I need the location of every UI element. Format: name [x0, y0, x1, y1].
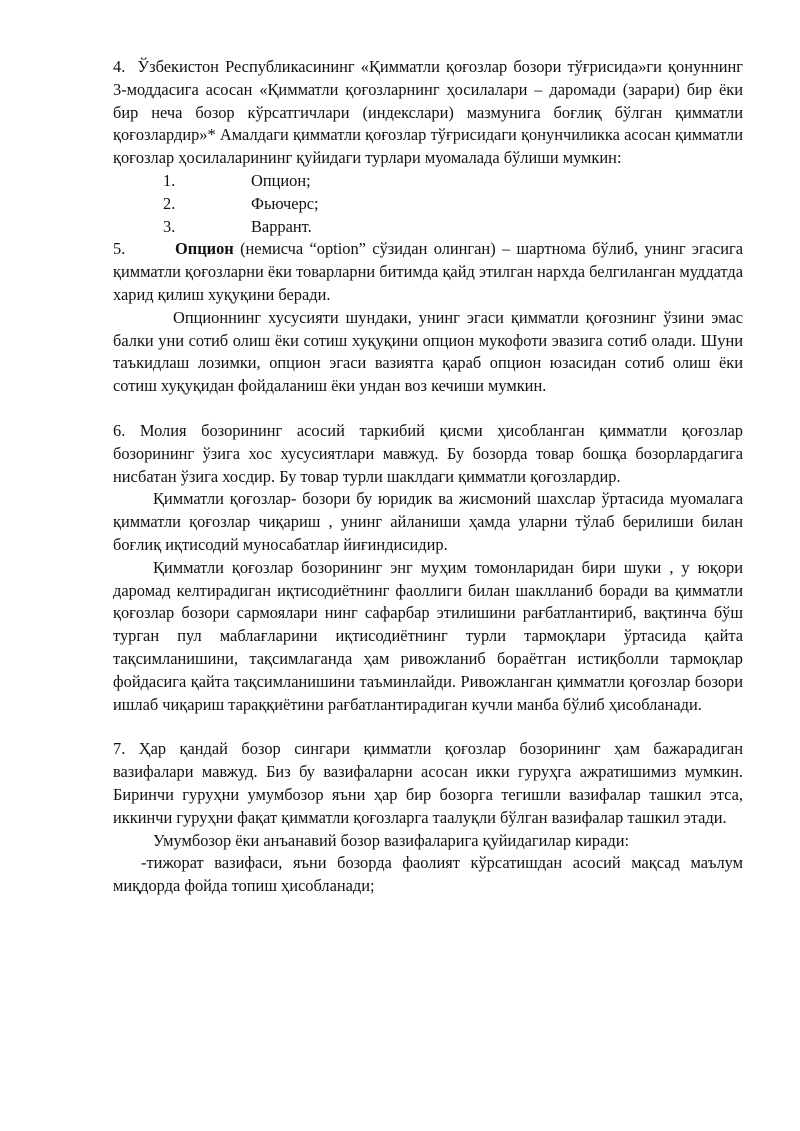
list-item — [113, 170, 743, 193]
section-7 — [113, 738, 743, 898]
section-4 — [113, 56, 743, 238]
option-definition-text: (немисча “option” сўзидан олинган) – шартнома бўлиб, унинг эгасига қимматли қоғозларни ёки товарларни битимда қайд этилган нархда белгиланган муддатда харид қилиш хуқуқини беради. — [113, 239, 743, 304]
list-item — [113, 216, 743, 239]
list-item — [113, 193, 743, 216]
document-body — [113, 56, 743, 898]
list-item-label: Опцион; — [251, 170, 311, 190]
list-item-number: 1. — [163, 170, 176, 190]
list-item-label: Варрант. — [251, 216, 312, 236]
list-item-number: 3. — [163, 216, 176, 236]
section-6-intro: 6. Молия бозорининг асосий таркибий қисми ҳисобланган қимматли қоғозлар бозорининг ўзига хос хусусиятлари мавжуд. Бу бозорда товар бошқа бозорлардагига нисбатан ўзига хосдир. Бу товар турли шаклдаги қимматли қоғозлардир. — [113, 420, 743, 486]
section-4-intro: 4. Ўзбекистон Республикасининг «Қимматли қоғозлар бозори тўғрисида»ги қонуннинг 3-моддасига асосан «Қимматли қоғозларнинг ҳосилалари – даромади (зарари) бир ёки бир неча бозор кўрсатгичлари (индекслари) мазмунига боғлиқ бўлган қимматли қоғозлардир»* Амалдаги қимматли қоғозлар тўғрисидаги қонунчиликка асосан қимматли қоғозлар ҳосилаларининг қуйидаги турлари муомалада бўлиши мумкин: — [113, 57, 743, 168]
section-6-paragraph-1: Қимматли қоғозлар- бозори бу юридик ва жисмоний шахслар ўртасида муомалага қимматли қоғозлар чиқариш , унинг айланиши ҳамда уларни тўлаб берилиши билан боғлиқ иқтисодий муносабатлар йиғиндисидир. — [113, 489, 743, 554]
option-term: Опцион — [175, 239, 234, 259]
section-6 — [113, 420, 743, 716]
section-6-paragraph-2: Қимматли қоғозлар бозорининг энг муҳим томонларидан бири шуки , у юқори даромад келтирадиган иқтисодиётнинг фаоллиги билан шаклланиб боради ва қимматли қоғозлар бозори сармоялари нинг сафарбар этилишини рағбатлантириб, вақтинча бўш турган пул маблағларини иқтисодиётнинг турли тармоқлари ўртасида қайта тақсимланишини, тақсимлаганда ҳам ривожланиб бораётган истиқболли тармоқлар фойдасига қайта тақсимланишини таъминлайди. Ривожланган қимматли қоғозлар бозори ишлаб чиқариш тараққиётини рағбатлантирадиган кучли манба бўлиб ҳисобланади. — [113, 557, 743, 714]
paragraph-gap — [113, 716, 743, 738]
section-5-number: 5. — [113, 239, 126, 259]
section-5-paragraph: Опционнинг хусусияти шундаки, унинг эгаси қимматли қоғознинг ўзини эмас балки уни сотиб олиш ёки сотиш хуқуқини опцион мукофоти эвазига сотиб олади. Шуни таъкидлаш лозимки, опцион эгаси вазиятга қараб опцион юзасидан сотиб олиш ёки сотиш хуқуқидан фойдаланиш ёки ундан воз кечиши мумкин. — [113, 307, 743, 396]
section-7-intro: 7. Ҳар қандай бозор сингари қимматли қоғозлар бозорининг ҳам бажарадиган вазифалари мавжуд. Биз бу вазифаларни асосан икки гуруҳга ажратишимиз мумкин. Биринчи гуруҳни умумбозор яъни ҳар бир бозорга тегишли вазифалар ташкил этса, иккинчи гуруҳни фақат қимматли қоғозларга таалуқли бўлган вазифалар ташкил этади. — [113, 739, 743, 827]
section-7-paragraph-1: Умумбозор ёки анъанавий бозор вазифаларига қуйидагилар киради: — [153, 830, 630, 850]
section-7-paragraph-2: -тижорат вазифаси, яъни бозорда фаолият кўрсатишдан асосий мақсад маълум миқдорда фойда топиш ҳисобланади; — [113, 853, 743, 896]
section-5 — [113, 238, 743, 398]
list-item-label: Фьючерс; — [251, 193, 319, 213]
paragraph-gap — [113, 398, 743, 420]
section-5-definition — [113, 238, 743, 306]
list-item-number: 2. — [163, 193, 176, 213]
derivatives-list — [113, 170, 743, 238]
